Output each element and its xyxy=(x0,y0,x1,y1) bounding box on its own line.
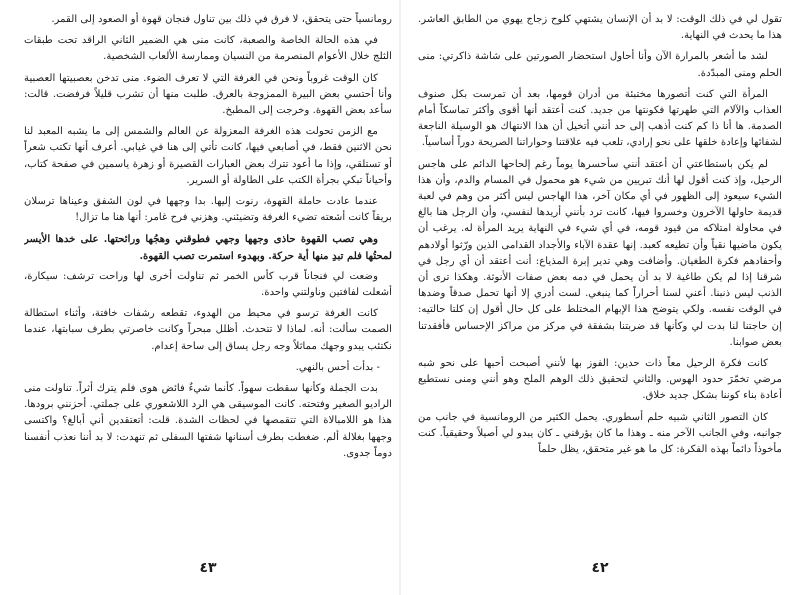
paragraph: كانت الغرفة ترسو في محيط من الهدوء، تقطعه رشفات خافتة، وأثناء استطالة الصمت سألت: أنه. لماذا لا تتحدث. أظلل مبحراً وكانت خاصرتي بطرف سبابتها، عندما نكتئب يبدو وجهك مماثلاً وجه رجل يساق إلى ساحة إعدام. xyxy=(24,308,392,352)
right-page xyxy=(418,12,782,582)
page-number: ٤٢ xyxy=(591,559,609,576)
dialogue-line: - بدأت أحس بالنهي. xyxy=(295,361,380,373)
left-page xyxy=(24,12,392,582)
paragraph: عندما عادت حاملة القهوة، رنوت إليها. بدا وجهها في لون الشفق وعيناها ترسلان بريقاً كانت أشعته تضيء الغرفة وتضيئني. وهزني فرح غامر: أنها هنا ما تزال! xyxy=(24,196,392,224)
paragraph: وضعت لي فنجاناً قرب كأس الخمر ثم تناولت أخرى لها وراحت ترشف: سيكارة، أشعلت لفافتين وناولتني واحدة. xyxy=(24,270,392,299)
paragraph: مع الزمن تحولت هذه الغرفة المعزولة عن العالم والشمس إلى ما يشبه المعبد لنا نحن الاثنين فقط، في أصابعي فيها، كانت تأتي إلى هنا في غيابي. أعرف أنها تكتب شعراً أو تستلقي، وإذا ما أعود تترك بعض العبارات القصيرة أو زهرة ياسمين في صفحة كتاب، وأحياناً تبكي بجرأة الكتب على الطاولة أو السرير. xyxy=(24,126,392,186)
paragraph: كان التصور الثاني شبيه حلم أسطوري. يحمل الكثير من الرومانسية في جانب من جوانبه، وفي الجانب الآخر منه ـ وهذا ما كان يؤرقني ـ كان يبدو لي أصيلاً وحقيقياً. كنت مأخوذاً دائماً بهذه الفكرة: كل ما هو غير متحقق، يظل حلماً xyxy=(418,411,782,456)
paragraph: لم يكن باستطاعتي أن أعتقد أنني سأحسرها يوماً رغم إلحاحها الدائم على هاجس الرحيل، وإذ كنت أقول لها أنك تبريين من شيء هو محمول في المسام والدم، وأن هذا الشيء سيعود إلى الظهور في أي مكان آخر، هذا الهاجس ليس أكثر من وهم في لعبة قديمة حاولها الآخرون وخسروا فيها، كانت ترد بأنني أريدها لنفسي، وأن الرجل هنا بالغ في محاولة امتلاكه من قيود قومه، في أي شيء في النهاية يريد المرأة له. يرغب أن يكون ماضيها نقياً وأن تطيعه كعبد. إنها عقدة الآباء والأجداد القدامى الذين ورّثوا أولادهم وأحفادهم فكرة الطغيان. وأضافت وهي تدير إبرة المذياع: أنت أعتقد أن أي رجل في شرقنا إذا لم يكن طاغية لا بد أن يحمل في دمه بعض صفات الأنوثة. وهكذا ترى أن الذنب ليس ذنبنا. أعني لسنا أحراراً كما ينبغي. لست أدري إلا أنها تحمل صدقاً وضدها في الوقت نفسه. ولكي يتوضح هذا الإبهام المختلط على كل حال أقول إن كلتا حالتيه: إن حاجتنا لنا بدت لي وكأنها قد ضربتنا بشفقة في مركز من مراكز الإحساس فأفقدتنا بعض صوابنا. xyxy=(418,158,782,348)
page-number: ٤٣ xyxy=(199,559,217,576)
paragraph: المرأة التي كنت أتصورها مختبئة من أدران قومها، بعد أن تمرست بكل صنوف العذاب والآلام التي طهرتها فكونتها من جديد. كنت أعتقد أنها أقوى وأكثر تماسكاً أمام الصدمة. ها أنا ذا كم كنت أذهب إلى حد أنني أتخيل أن هذا الانتهاك هو الوسيلة الناجعة لشفائها وإعادة خلقها على نحو إرادي، تلعب فيه علاقتنا وحواراتنا الصريحة دوراً أساسياً. xyxy=(418,88,782,149)
paragraph: تقول لي في ذلك الوقت: لا بد أن الإنسان يشتهي كلوح زجاج يهوي من الطابق العاشر. هذا ما يحدث في النهاية. xyxy=(418,14,782,42)
paragraph: كان الوقت غروباً ونحن في الغرفة التي لا تعرف الضوء. منى تدخن بعصبيتها العصبية وأنا أحتسي بعض البيرة الممزوجة بالعرق. طلبت منها أن تشرب قليلاً فرفضت. قالت: سأعد بعض القهوة. وخرجت إلى المطبخ. xyxy=(24,72,392,117)
paragraph: وهي تصب القهوة حاذى وجهها وجهي فطوقني وهجُها ورائحتها. على خدها الأيسر لمحتُها فلم تبدِ منها أية حركة. وبهدوء استمرت تصب القهوة. xyxy=(24,233,392,262)
paragraph: رومانسياً حتى يتحقق، لا فرق في ذلك بين تناول فنجان قهوة أو الصعود إلى القمر. xyxy=(51,14,392,25)
paragraph: في هذه الحالة الخاصة والصعبة، كانت منى هي الضمير الثاني الراقد تحت طبقات الثلج خلال الأعوام المنصرمة من النسيان وممارسة الألعاب الشخصية. xyxy=(24,35,392,63)
paragraph: لشد ما أشعر بالمرارة الآن وأنا أحاول استحضار الصورتين على شاشة ذاكرتي: منى الحلم ومنى المبدّدة. xyxy=(418,51,782,79)
gutter-divider xyxy=(399,0,401,595)
paragraph: كانت فكرة الرحيل معاً ذات حدين: الفوز بها لأنني أصبحت أحبها على نحو شبه مرضي تخمّرَ حدود الهوس. والثاني لتحقيق ذلك الوهم الملح وهو أنني ومنى نستطيع أعادة بناء كوننا بشكل جديد خلاق. xyxy=(418,358,782,402)
paragraph: بدت الجملة وكأنها سقطت سهواً. كأنما شيءٌ فائض هوى فلم يترك أثراً. تناولت منى الراديو الصغير وفتحته. كانت الموسيقى هي الرد اللاشعوري على جملتي. أحزنني برودها. هذا هو اللامبالاة التي تتقمصها في لحظات الشدة. قلت: أتعتقدين أني أبالغ؟ واكتسى وجهها بغلالة ألم. ضغطت بطرف أسنانها شفتها السفلى ثم تنهدت: لا بد أننا نعذب أنفسنا دوماً جدوى. xyxy=(24,383,392,459)
